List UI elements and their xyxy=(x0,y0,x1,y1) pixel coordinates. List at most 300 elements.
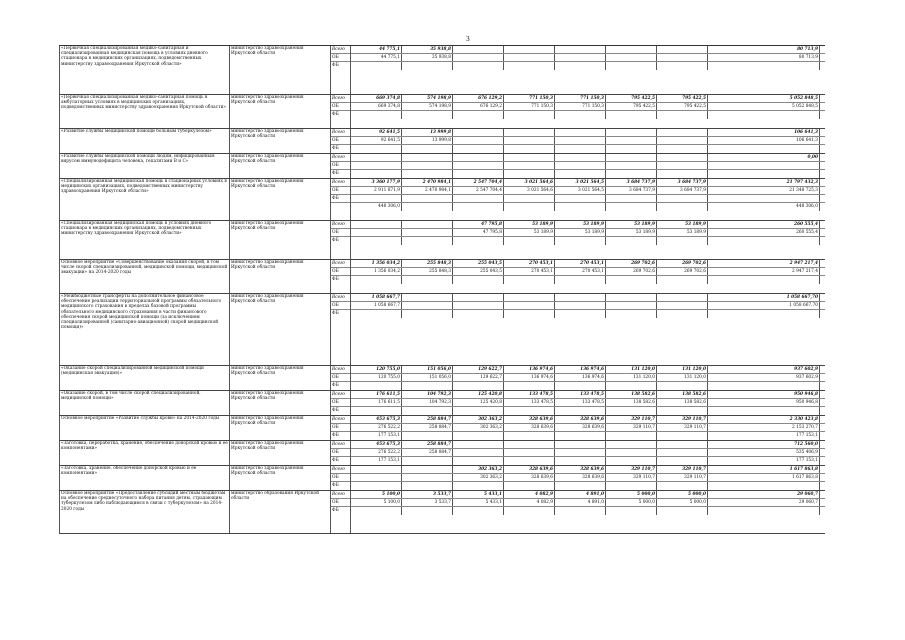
value-cell xyxy=(657,62,708,70)
value-cell xyxy=(708,162,820,169)
value-cell: 133 478,5 xyxy=(504,391,555,398)
value-cell xyxy=(453,382,504,390)
funding-source: ОБ xyxy=(331,187,350,195)
value-cell xyxy=(453,154,504,161)
value-cell xyxy=(504,276,555,284)
value-cell: 3 021 564,5 xyxy=(555,179,606,186)
value-cell xyxy=(606,441,657,448)
value-cell: 53 189,9 xyxy=(657,229,708,236)
value-cell: 53 189,9 xyxy=(555,229,606,236)
value-cell: 270 453,1 xyxy=(555,268,606,275)
value-cell xyxy=(504,507,555,515)
value-cell: 80 713,9 xyxy=(708,54,820,61)
funding-source: ФБ xyxy=(331,195,350,203)
value-cell xyxy=(606,407,657,415)
table-row xyxy=(59,179,825,221)
value-cell xyxy=(504,203,555,211)
value-cell: 795 422,5 xyxy=(657,103,708,110)
funding-source-column xyxy=(331,154,351,178)
value-cell xyxy=(504,111,555,119)
values-row xyxy=(351,154,825,162)
funding-source-column xyxy=(331,491,351,533)
value-cell: 13 999,8 xyxy=(402,137,453,144)
value-cell: 106 641,3 xyxy=(708,129,820,136)
responsible-executor: министерство здравоохранения Иркутской области xyxy=(230,366,331,390)
value-cell xyxy=(708,507,820,515)
values-row xyxy=(351,95,825,103)
values-row xyxy=(351,268,825,276)
value-cell xyxy=(555,170,606,178)
values-block xyxy=(351,441,825,465)
value-cell: 302 363,2 xyxy=(453,474,504,481)
value-cell: 269 702,6 xyxy=(606,268,657,275)
value-cell xyxy=(402,111,453,119)
value-cell xyxy=(351,154,402,161)
value-cell xyxy=(504,170,555,178)
values-row xyxy=(351,416,825,424)
value-cell xyxy=(351,310,402,318)
value-cell: 258 884,7 xyxy=(402,449,453,456)
value-cell xyxy=(351,466,402,473)
value-cell xyxy=(402,302,453,309)
value-cell xyxy=(657,170,708,178)
values-block xyxy=(351,294,825,365)
value-cell: 2 947 217,4 xyxy=(708,268,820,275)
value-cell: 3 533,7 xyxy=(402,491,453,498)
value-cell: 712 560,0 xyxy=(708,441,820,448)
value-cell: 131 120,0 xyxy=(657,374,708,381)
value-cell: 177 153,1 xyxy=(351,457,402,465)
values-row xyxy=(351,276,825,284)
values-row xyxy=(351,399,825,407)
responsible-executor: министерство здравоохранения Иркутской области xyxy=(230,441,331,465)
value-cell: 4 891,0 xyxy=(555,499,606,506)
value-cell: 260 555,4 xyxy=(708,229,820,236)
value-cell xyxy=(351,474,402,481)
value-cell: 47 795,8 xyxy=(453,229,504,236)
value-cell xyxy=(504,302,555,309)
funding-source: ОБ xyxy=(331,374,350,382)
value-cell: 329 110,7 xyxy=(606,416,657,423)
funding-source-column xyxy=(331,129,351,153)
value-cell: 5 100,0 xyxy=(351,491,402,498)
value-cell xyxy=(402,203,453,211)
values-row xyxy=(351,54,825,62)
funding-source: ФБ xyxy=(332,171,339,176)
value-cell xyxy=(453,46,504,53)
value-cell: 302 363,2 xyxy=(453,424,504,431)
value-cell xyxy=(555,457,606,465)
value-cell xyxy=(606,170,657,178)
value-cell xyxy=(657,507,708,515)
value-cell: 4 891,0 xyxy=(555,491,606,498)
values-block xyxy=(351,466,825,490)
table-row xyxy=(59,366,825,391)
value-cell xyxy=(504,145,555,153)
value-cell: 136 974,6 xyxy=(504,366,555,373)
value-cell xyxy=(606,145,657,153)
value-cell xyxy=(504,407,555,415)
value-cell: 136 974,6 xyxy=(504,374,555,381)
value-cell: 176 611,5 xyxy=(351,391,402,398)
funding-source-column xyxy=(331,260,351,293)
value-cell xyxy=(402,62,453,70)
value-cell: 21 797 432,3 xyxy=(708,179,820,186)
value-cell: 53 189,9 xyxy=(504,221,555,228)
values-row xyxy=(351,449,825,457)
value-cell: 258 884,7 xyxy=(402,416,453,423)
table-row xyxy=(59,416,825,441)
value-cell xyxy=(708,407,820,415)
value-cell xyxy=(402,229,453,236)
values-row xyxy=(351,129,825,137)
value-cell: 53 189,9 xyxy=(606,229,657,236)
value-cell: 771 150,3 xyxy=(555,103,606,110)
value-cell xyxy=(453,137,504,144)
value-cell: 3 684 737,9 xyxy=(606,187,657,194)
value-cell: 329 110,7 xyxy=(606,466,657,473)
value-cell: 53 189,9 xyxy=(606,221,657,228)
value-cell xyxy=(708,195,820,202)
value-cell xyxy=(555,407,606,415)
responsible-executor: министерство здравоохранения Иркутской области xyxy=(230,466,331,490)
funding-source: ФБ xyxy=(332,383,339,388)
funding-source: ОБ xyxy=(331,103,350,111)
funding-source: ФБ xyxy=(332,311,339,316)
value-cell: 151 056,0 xyxy=(402,366,453,373)
values-row xyxy=(351,195,825,203)
value-cell: 3 021 564,6 xyxy=(504,179,555,186)
funding-source: ОБ xyxy=(331,162,350,170)
value-cell: 35 938,8 xyxy=(402,46,453,53)
value-cell: 5 000,0 xyxy=(606,499,657,506)
value-cell: 329 110,7 xyxy=(606,424,657,431)
value-cell: 1 356 034,2 xyxy=(351,260,402,267)
measure-name: «Первичная специализированная медико-санитарная и специализированная медицинская помощь в условиях дневного стационара в медицинских организациях, подведомственных министерству здравоохранения Иркутской области» xyxy=(59,46,230,94)
value-cell: 133 478,5 xyxy=(555,399,606,406)
value-cell xyxy=(555,302,606,309)
funding-source: ОБ xyxy=(331,268,350,276)
value-cell: 13 999,8 xyxy=(402,129,453,136)
table-row xyxy=(59,491,825,534)
funding-source-column xyxy=(331,221,351,259)
value-cell: 138 582,6 xyxy=(606,399,657,406)
value-cell: 255 043,5 xyxy=(453,260,504,267)
value-cell: 302 363,2 xyxy=(453,466,504,473)
values-row xyxy=(351,62,825,70)
responsible-executor: министерство здравоохранения Иркутской области xyxy=(230,221,331,259)
funding-source-column xyxy=(331,366,351,390)
responsible-executor: министерство здравоохранения Иркутской области xyxy=(230,179,331,220)
value-cell xyxy=(402,407,453,415)
value-cell: 329 110,7 xyxy=(657,474,708,481)
responsible-executor: министерство здравоохранения Иркутской области xyxy=(230,391,331,415)
funding-source-column xyxy=(331,416,351,440)
value-cell: 329 110,7 xyxy=(657,466,708,473)
funding-source: ОБ xyxy=(331,54,350,62)
value-cell: 329 110,7 xyxy=(606,474,657,481)
value-cell: 92 641,5 xyxy=(351,129,402,136)
values-row xyxy=(351,137,825,145)
value-cell xyxy=(606,237,657,245)
value-cell: 131 120,0 xyxy=(606,366,657,373)
value-cell: 255 043,5 xyxy=(453,268,504,275)
value-cell xyxy=(657,195,708,202)
value-cell: 669 374,8 xyxy=(351,95,402,102)
funding-source: ОБ xyxy=(331,229,350,237)
responsible-executor: министерство здравоохранения Иркутской области xyxy=(230,129,331,153)
value-cell xyxy=(606,276,657,284)
value-cell xyxy=(402,170,453,178)
value-cell xyxy=(606,203,657,211)
value-cell: 2 947 217,4 xyxy=(708,260,820,267)
measure-name: Основное мероприятие «Развитие службы крови» на 2014-2020 годы xyxy=(59,416,230,440)
value-cell xyxy=(555,237,606,245)
responsible-executor: министерство образования Иркутской области xyxy=(230,491,331,533)
value-cell: 92 641,5 xyxy=(351,137,402,144)
values-row xyxy=(351,382,825,390)
values-row xyxy=(351,170,825,178)
funding-source-column xyxy=(331,46,351,94)
value-cell: 255 848,3 xyxy=(402,260,453,267)
value-cell: 276 522,2 xyxy=(351,449,402,456)
values-row xyxy=(351,294,825,302)
value-cell xyxy=(555,62,606,70)
funding-source: ОБ xyxy=(331,424,350,432)
value-cell xyxy=(657,382,708,390)
value-cell xyxy=(504,137,555,144)
value-cell xyxy=(453,482,504,490)
funding-source: Всего xyxy=(331,366,350,374)
values-row xyxy=(351,474,825,482)
value-cell xyxy=(555,482,606,490)
value-cell: 80 713,9 xyxy=(708,46,820,53)
values-row xyxy=(351,424,825,432)
value-cell xyxy=(555,507,606,515)
value-cell xyxy=(453,276,504,284)
measure-name: «Развитие службы медицинской помощи больным туберкулезом» xyxy=(59,129,230,153)
value-cell: 131 120,0 xyxy=(606,374,657,381)
value-cell xyxy=(402,457,453,465)
value-cell: 269 702,6 xyxy=(657,268,708,275)
values-row xyxy=(351,432,825,440)
value-cell: 453 675,3 xyxy=(351,416,402,423)
value-cell: 3 021 564,5 xyxy=(555,187,606,194)
values-row xyxy=(351,310,825,318)
value-cell: 3 684 737,9 xyxy=(657,179,708,186)
value-cell xyxy=(657,145,708,153)
value-cell xyxy=(657,162,708,169)
value-cell xyxy=(555,310,606,318)
value-cell xyxy=(606,62,657,70)
funding-source: ОБ xyxy=(331,449,350,457)
measure-name: «Специализированная медицинская помощь в условиях дневного стационара в медицинских организациях, подведомственных министерству здравоохранения Иркутской области» xyxy=(59,221,230,259)
value-cell: 328 639,6 xyxy=(504,466,555,473)
value-cell xyxy=(504,46,555,53)
funding-source: Всего xyxy=(331,95,350,103)
value-cell xyxy=(402,195,453,202)
value-cell xyxy=(504,294,555,301)
value-cell: 669 374,8 xyxy=(351,103,402,110)
table-row xyxy=(59,95,825,129)
funding-source: Всего xyxy=(331,391,350,399)
funding-source: Всего xyxy=(331,179,350,187)
value-cell: 5 100,0 xyxy=(351,499,402,506)
value-cell xyxy=(555,449,606,456)
value-cell: 329 110,7 xyxy=(657,424,708,431)
value-cell xyxy=(504,54,555,61)
measure-name: «Первичная специализированная медико-санитарная помощь в амбулаторных условиях в медицинских организациях, подведомственных министерству здравоохранения Иркутской области» xyxy=(59,95,230,128)
value-cell: 453 675,3 xyxy=(351,441,402,448)
measure-name: «Межбюджетные трансферты на дополнительное финансовое обеспечение реализации территориальной программы обязательного медицинского страхования в пределах базовой программы обязательного медицинского страхования в части финансового обеспечения скорой медицинской помощи (за исключением специализированной (санитарно-авиационной) скорой медицинской помощи)» xyxy=(59,294,230,365)
values-row xyxy=(351,179,825,187)
responsible-executor: министерство здравоохранения Иркутской области xyxy=(230,416,331,440)
value-cell xyxy=(606,382,657,390)
funding-source-column xyxy=(331,179,351,220)
value-cell: 53 189,9 xyxy=(657,221,708,228)
value-cell xyxy=(708,111,820,119)
values-row xyxy=(351,302,825,310)
value-cell: 328 639,6 xyxy=(555,466,606,473)
value-cell xyxy=(606,457,657,465)
funding-source: Всего xyxy=(331,221,350,229)
value-cell: 270 453,1 xyxy=(504,268,555,275)
value-cell: 1 058 667,70 xyxy=(708,302,820,309)
value-cell: 129 622,7 xyxy=(453,374,504,381)
values-block xyxy=(351,129,825,153)
value-cell: 1 058 667,7 xyxy=(351,302,402,309)
value-cell xyxy=(555,154,606,161)
value-cell xyxy=(453,195,504,202)
value-cell: 448 306,0 xyxy=(708,203,820,211)
value-cell xyxy=(657,294,708,301)
values-row xyxy=(351,466,825,474)
funding-source: ФБ xyxy=(332,277,339,282)
values-block xyxy=(351,260,825,293)
value-cell xyxy=(657,449,708,456)
value-cell xyxy=(453,457,504,465)
funding-source: Всего xyxy=(331,466,350,474)
value-cell: 125 420,8 xyxy=(453,391,504,398)
table-row xyxy=(59,46,825,95)
value-cell xyxy=(453,302,504,309)
funding-source-column xyxy=(331,441,351,465)
value-cell xyxy=(402,237,453,245)
funding-source: Всего xyxy=(331,441,350,449)
value-cell: 125 420,8 xyxy=(453,399,504,406)
value-cell xyxy=(453,294,504,301)
value-cell: 269 702,6 xyxy=(657,260,708,267)
values-row xyxy=(351,221,825,229)
funding-source: ФБ xyxy=(332,483,339,488)
value-cell: 5 000,0 xyxy=(606,491,657,498)
value-cell xyxy=(351,229,402,236)
value-cell xyxy=(555,145,606,153)
value-cell: 104 792,3 xyxy=(402,399,453,406)
measure-name: Основное мероприятие «Совершенствование оказания скорой, в том числе скорой специализированной, медицинской помощи, медицинской эвакуации» на 2014-2020 годы xyxy=(59,260,230,293)
value-cell xyxy=(351,145,402,153)
value-cell: 771 150,3 xyxy=(504,103,555,110)
value-cell xyxy=(402,162,453,169)
funding-source-column xyxy=(331,95,351,128)
value-cell xyxy=(351,482,402,490)
value-cell xyxy=(504,154,555,161)
value-cell: 2 547 704,4 xyxy=(453,187,504,194)
funding-source: Всего xyxy=(331,294,350,302)
value-cell: 29 060,7 xyxy=(708,499,820,506)
value-cell xyxy=(606,129,657,136)
table-row xyxy=(59,466,825,491)
funding-source: Всего xyxy=(331,416,350,424)
value-cell: 3 684 737,9 xyxy=(657,187,708,194)
value-cell: 21 348 725,3 xyxy=(708,187,820,194)
value-cell: 176 611,5 xyxy=(351,399,402,406)
value-cell xyxy=(453,145,504,153)
value-cell xyxy=(657,482,708,490)
funding-source: Всего xyxy=(331,154,350,162)
measure-name: «Специализированная медицинская помощь в стационарных условиях в медицинских организациях, подведомственных министерству здравоохранения Иркутской области» xyxy=(59,179,230,220)
value-cell xyxy=(555,46,606,53)
value-cell xyxy=(453,129,504,136)
values-row xyxy=(351,237,825,245)
funding-source: ОБ xyxy=(331,474,350,482)
value-cell xyxy=(657,203,708,211)
funding-source: ФБ xyxy=(332,433,339,438)
funding-source: ФБ xyxy=(332,112,339,117)
value-cell xyxy=(351,507,402,515)
value-cell xyxy=(708,310,820,318)
value-cell xyxy=(402,221,453,228)
value-cell xyxy=(708,62,820,70)
value-cell xyxy=(504,449,555,456)
value-cell xyxy=(657,46,708,53)
value-cell: 1 617 863,8 xyxy=(708,466,820,473)
values-row xyxy=(351,203,825,211)
value-cell: 276 522,2 xyxy=(351,424,402,431)
value-cell xyxy=(351,237,402,245)
responsible-executor: министерство здравоохранения Иркутской области xyxy=(230,46,331,94)
value-cell: 2 153 270,7 xyxy=(708,424,820,431)
value-cell xyxy=(555,432,606,440)
values-row xyxy=(351,441,825,449)
value-cell: 133 478,5 xyxy=(555,391,606,398)
value-cell: 29 060,7 xyxy=(708,491,820,498)
value-cell: 5 000,0 xyxy=(657,499,708,506)
value-cell: 676 129,2 xyxy=(453,103,504,110)
value-cell xyxy=(606,294,657,301)
value-cell: 138 582,6 xyxy=(606,391,657,398)
value-cell xyxy=(504,237,555,245)
value-cell: 329 110,7 xyxy=(657,416,708,423)
value-cell xyxy=(504,432,555,440)
funding-source: ФБ xyxy=(332,508,339,513)
value-cell xyxy=(351,195,402,202)
value-cell: 138 582,6 xyxy=(657,391,708,398)
value-cell: 3 533,7 xyxy=(402,499,453,506)
value-cell xyxy=(351,407,402,415)
values-block xyxy=(351,391,825,415)
value-cell xyxy=(606,46,657,53)
value-cell: 260 555,4 xyxy=(708,221,820,228)
value-cell xyxy=(402,145,453,153)
values-block xyxy=(351,95,825,128)
value-cell xyxy=(453,111,504,119)
value-cell: 47 795,8 xyxy=(453,221,504,228)
value-cell: 950 946,8 xyxy=(708,399,820,406)
value-cell xyxy=(555,162,606,169)
values-row xyxy=(351,491,825,499)
funding-source: ОБ xyxy=(331,302,350,310)
